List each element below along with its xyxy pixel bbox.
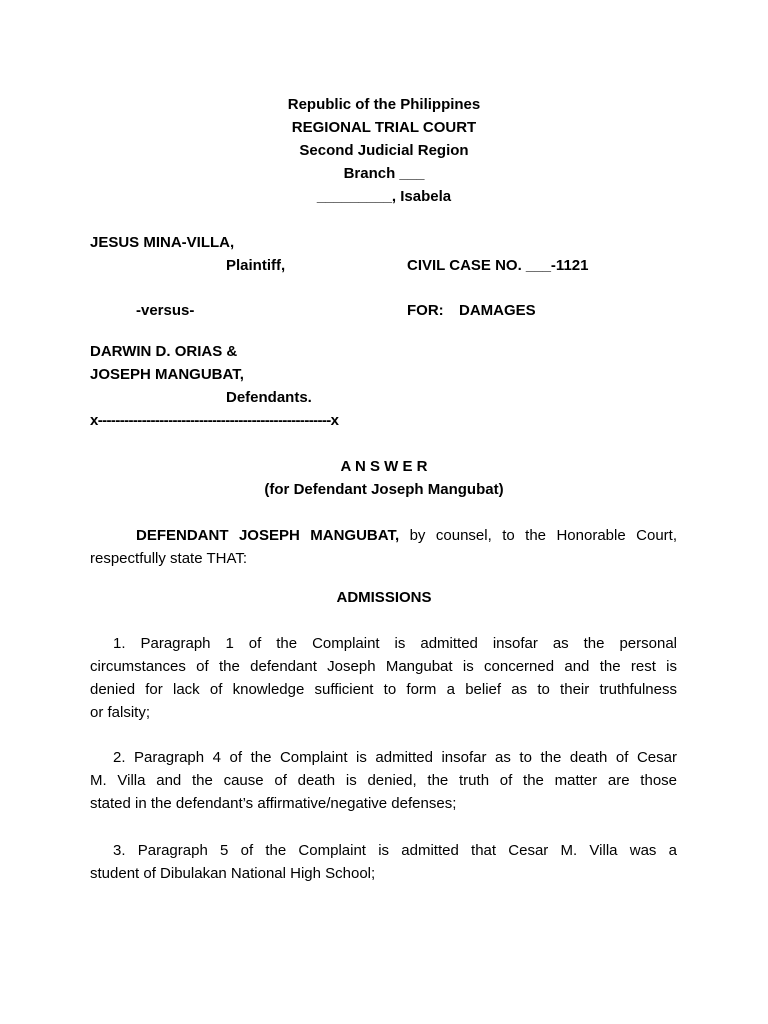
for-value: DAMAGES [459,302,536,319]
admission-2-line-3: stated in the defendant’s affirmative/negative defenses; [90,795,457,812]
intro-line-1 [90,524,677,547]
plaintiff-name: JESUS MINA-VILLA, [90,234,235,251]
admission-1-line-3: denied for lack of knowledge sufficient to form a belief as to their truthfulness [90,681,677,698]
document-title: A N S W E R [340,458,428,475]
admission-3-line-2: student of Dibulakan National High School; [90,865,376,882]
header-region: Second Judicial Region [299,142,469,159]
admission-item-3 [90,839,677,885]
admission-2-line-1: 2. Paragraph 4 of the Complaint is admitted insofar as to the death of Cesar [113,749,677,766]
document-subtitle: (for Defendant Joseph Mangubat) [264,481,504,498]
admission-1-line-1: 1. Paragraph 1 of the Complaint is admitted insofar as the personal [113,635,677,652]
case-number: CIVIL CASE NO. ___-1121 [407,257,589,274]
admission-1-line-2: circumstances of the defendant Joseph Mangubat is concerned and the rest is [90,658,677,675]
defendants-label: Defendants. [226,389,312,406]
header-republic: Republic of the Philippines [287,96,481,113]
plaintiff-label: Plaintiff, [226,257,286,274]
defendant-1: DARWIN D. ORIAS & [90,343,238,360]
versus-label: -versus- [136,302,195,319]
intro-defendant-name: DEFENDANT JOSEPH MANGUBAT, [136,527,400,544]
intro-line-2: respectfully state THAT: [90,550,248,567]
header-court: REGIONAL TRIAL COURT [291,119,477,136]
admission-2-line-2: M. Villa and the cause of death is denied, the truth of the matter are those [90,772,677,789]
admission-item-1 [90,632,677,724]
header-location: _________, Isabela [316,188,452,205]
defendant-2: JOSEPH MANGUBAT, [90,366,244,383]
admissions-heading: ADMISSIONS [336,589,432,606]
admission-3-line-1: 3. Paragraph 5 of the Complaint is admitted that Cesar M. Villa was a [113,842,677,859]
admission-1-line-4: or falsity; [90,704,151,721]
caption-separator: x-----------------------------------------------------x [90,412,339,429]
admission-item-2 [90,746,677,815]
header-branch: Branch ___ [343,165,425,182]
intro-line-1-rest: by counsel, to the Honorable Court, [399,527,677,544]
intro-paragraph [90,524,677,570]
for-label: FOR: [407,302,444,319]
